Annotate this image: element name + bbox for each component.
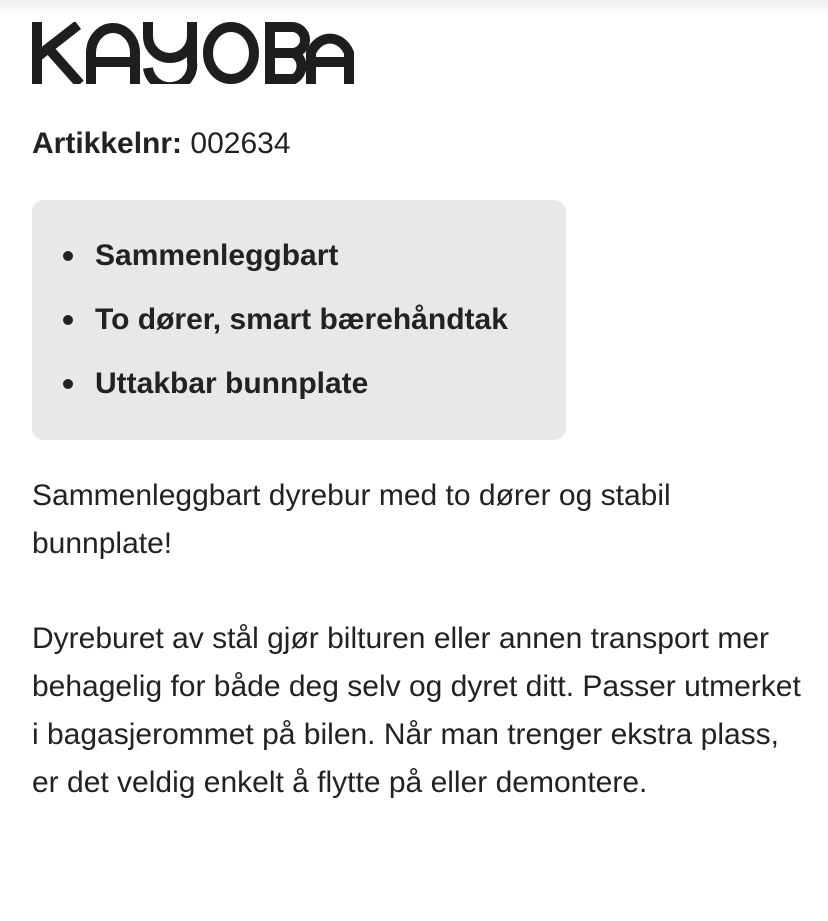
article-number: [32, 124, 291, 164]
top-edge-shadow: [0, 0, 828, 14]
kayoba-logo: [32, 22, 354, 84]
description-intro: Sammenleggbart dyrebur med to dører og stabil bunnplate!: [32, 479, 671, 560]
bullet-icon: [63, 251, 73, 261]
product-highlights: Sammenleggbart To dører, smart bærehåndtak Uttakbar bunnplate: [32, 200, 566, 440]
bullet-icon: [63, 315, 73, 325]
bullet-icon: [63, 379, 73, 389]
article-number-label: Artikkelnr:: [32, 127, 183, 160]
article-number-value: 002634: [190, 127, 291, 160]
description-body: Dyreburet av stål gjør bilturen eller annen transport mer behagelig for både deg selv og dyret ditt. Passer utmerket i bagasjerommet på bilen. Når man trenger ekstra plass, er det veldig enkelt å flytte på eller demontere.: [32, 622, 801, 799]
